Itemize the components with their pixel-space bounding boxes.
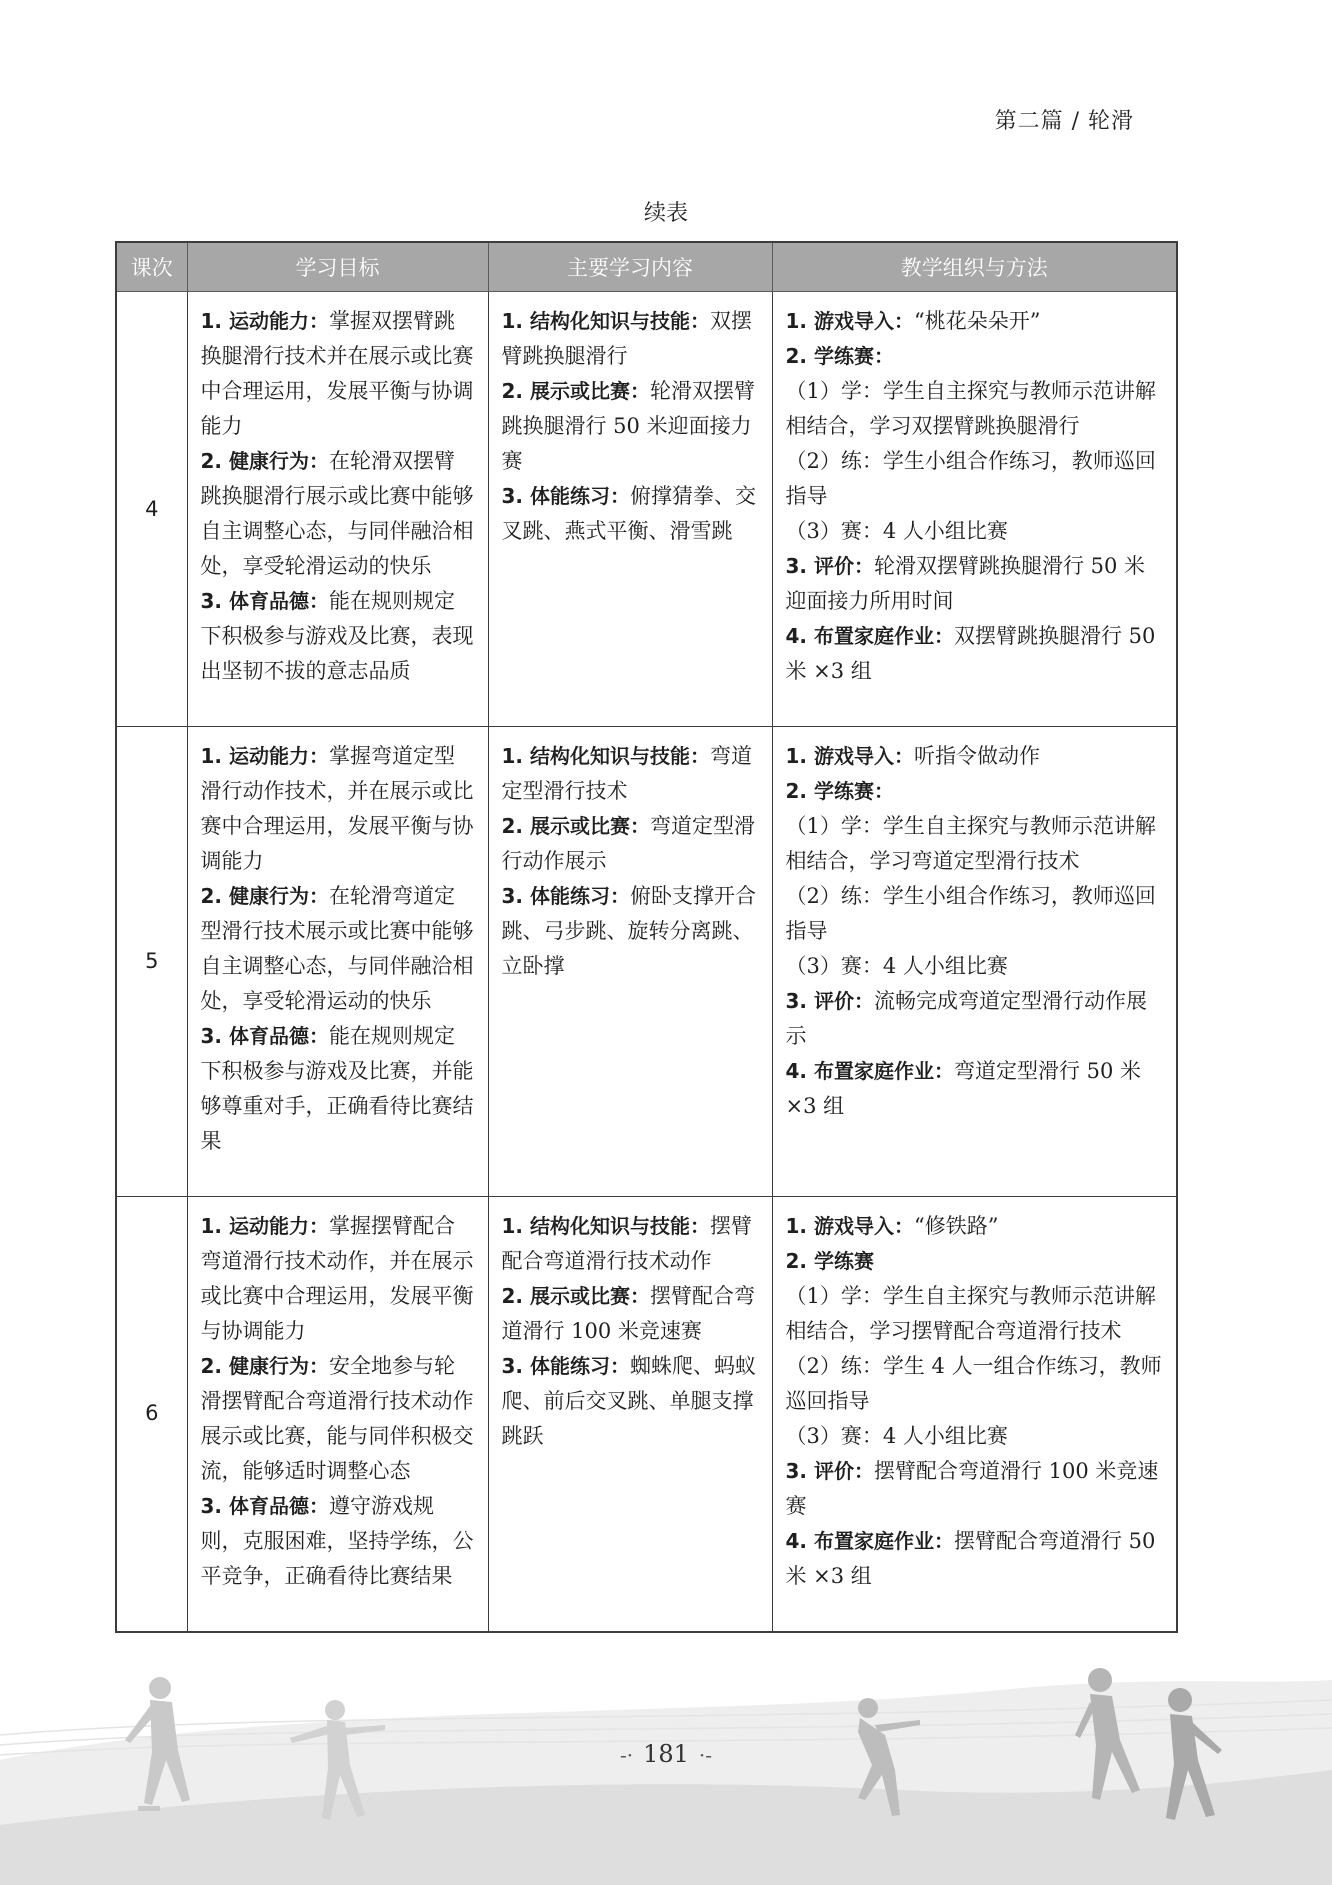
item-label: 2. 健康行为： [200,1354,329,1378]
column-header-content: 主要学习内容 [488,242,772,292]
item-label: 2. 学练赛： [785,344,894,368]
item-text: 俯撑猜拳、交叉跳、燕式平衡、滑雪跳 [501,484,756,543]
list-item [786,374,1165,444]
item-label: 3. 评价： [785,989,874,1013]
item-text: 掌握双摆臂跳换腿滑行技术并在展示或比赛中合理运用，发展平衡与协调能力 [200,309,474,438]
item-label: 1. 游戏导入： [785,309,914,333]
item-label: 2. 展示或比赛： [501,379,650,403]
list-item [786,1349,1165,1419]
item-text: 能在规则规定下积极参与游戏及比赛，并能够尊重对手，正确看待比赛结果 [200,1024,474,1153]
list-item [786,984,1165,1054]
item-label: 2. 学练赛： [785,779,894,803]
item-text: （1）学：学生自主探究与教师示范讲解相结合，学习双摆臂跳换腿滑行 [785,379,1156,438]
item-label: 2. 展示或比赛： [501,1284,650,1308]
item-text: 能在规则规定下积极参与游戏及比赛，表现出坚韧不拔的意志品质 [200,589,474,683]
item-text: （2）练：学生 4 人一组合作练习，教师巡回指导 [785,1354,1162,1413]
list-item [786,339,1165,374]
list-item [201,1209,476,1349]
list-item [786,1454,1165,1524]
item-text: 在轮滑双摆臂跳换腿滑行展示或比赛中能够自主调整心态，与同伴融洽相处，享受轮滑运动的快乐 [200,449,474,578]
item-text: 摆臂配合弯道滑行 50 米 ×3 组 [785,1529,1156,1588]
item-text: 双摆臂跳换腿滑行 50 米 ×3 组 [785,624,1156,683]
list-item [201,584,476,689]
lesson-number: 4 [116,292,187,727]
lesson-number: 5 [116,727,187,1197]
item-label: 4. 布置家庭作业： [785,1059,954,1083]
list-item [201,444,476,584]
item-label: 2. 健康行为： [200,449,329,473]
item-text: （3）赛：4 人小组比赛 [785,1424,1008,1448]
list-item [786,809,1165,879]
item-text: 流畅完成弯道定型滑行动作展示 [785,989,1147,1048]
list-item [786,444,1165,514]
item-text: 轮滑双摆臂跳换腿滑行 50 米迎面接力赛 [501,379,755,473]
item-text: 弯道定型滑行 50 米 ×3 组 [785,1059,1142,1118]
methods-cell [772,727,1177,1197]
item-text: （2）练：学生小组合作练习，教师巡回指导 [785,884,1156,943]
item-label: 2. 展示或比赛： [501,814,650,838]
item-text: （1）学：学生自主探究与教师示范讲解相结合，学习摆臂配合弯道滑行技术 [785,1284,1156,1343]
table-row [116,1197,1177,1632]
list-item [502,739,760,809]
item-label: 2. 健康行为： [200,884,329,908]
list-item [201,739,476,879]
item-text: 遵守游戏规则，克服困难，坚持学练，公平竞争，正确看待比赛结果 [200,1494,474,1588]
goals-cell [187,727,488,1197]
item-text: 摆臂配合弯道滑行技术动作 [501,1214,752,1273]
item-label: 3. 体育品德： [200,589,329,613]
table-header-row [116,242,1177,292]
goals-cell [187,1197,488,1632]
item-label: 3. 体育品德： [200,1494,329,1518]
list-item [502,1279,760,1349]
list-item [502,1349,760,1454]
list-item [201,1489,476,1594]
item-text: 摆臂配合弯道滑行 100 米竞速赛 [501,1284,755,1343]
table-caption: 续表 [643,201,688,226]
item-label: 3. 评价： [785,1459,874,1483]
list-item [201,879,476,1019]
list-item [502,374,760,479]
list-item [786,514,1165,549]
list-item [786,1054,1165,1124]
list-item [201,304,476,444]
item-label: 3. 体能练习： [501,484,630,508]
list-item [201,1019,476,1159]
list-item [502,304,760,374]
list-item [786,549,1165,619]
item-label: 3. 体能练习： [501,1354,630,1378]
item-text: 在轮滑弯道定型滑行技术展示或比赛中能够自主调整心态，与同伴融洽相处，享受轮滑运动的快乐 [200,884,474,1013]
item-text: （3）赛：4 人小组比赛 [785,519,1008,543]
goals-cell [187,292,488,727]
item-text: 摆臂配合弯道滑行 100 米竞速赛 [785,1459,1159,1518]
list-item [786,304,1165,339]
methods-cell [772,1197,1177,1632]
list-item [502,879,760,984]
list-item [786,739,1165,774]
list-item [786,1524,1165,1594]
page-number: -· 181 ·- [619,1740,713,1768]
item-label: 1. 游戏导入： [785,744,914,768]
item-text: 听指令做动作 [913,744,1040,768]
item-text: 掌握弯道定型滑行动作技术，并在展示或比赛中合理运用，发展平衡与协调能力 [200,744,474,873]
content-cell [488,1197,772,1632]
item-text: “桃花朵朵开” [913,309,1041,333]
item-label: 1. 运动能力： [200,744,329,768]
item-label: 1. 运动能力： [200,1214,329,1238]
item-label: 3. 评价： [785,554,874,578]
item-text: 安全地参与轮滑摆臂配合弯道滑行技术动作展示或比赛，能与同伴积极交流，能够适时调整心态 [200,1354,474,1483]
item-text: 双摆臂跳换腿滑行 [501,309,752,368]
column-header-goals: 学习目标 [187,242,488,292]
item-text: 俯卧支撑开合跳、弓步跳、旋转分离跳、立卧撑 [501,884,756,978]
item-label: 1. 结构化知识与技能： [501,309,710,333]
list-item [786,1244,1165,1279]
item-text: 弯道定型滑行动作展示 [501,814,755,873]
list-item [786,879,1165,949]
item-label: 3. 体育品德： [200,1024,329,1048]
list-item [786,619,1165,689]
item-label: 4. 布置家庭作业： [785,1529,954,1553]
content-cell [488,727,772,1197]
column-header-methods: 教学组织与方法 [772,242,1177,292]
item-label: 1. 结构化知识与技能： [501,1214,710,1238]
list-item [502,809,760,879]
item-text: （3）赛：4 人小组比赛 [785,954,1008,978]
item-text: 轮滑双摆臂跳换腿滑行 50 米迎面接力所用时间 [785,554,1146,613]
item-label: 4. 布置家庭作业： [785,624,954,648]
item-text: “修铁路” [913,1214,999,1238]
item-text: 掌握摆臂配合弯道滑行技术动作，并在展示或比赛中合理运用，发展平衡与协调能力 [200,1214,474,1343]
item-label: 2. 学练赛 [785,1249,874,1273]
list-item [786,774,1165,809]
lesson-plan-table [115,241,1178,1633]
list-item [786,1419,1165,1454]
page-number-value: 181 [643,1740,689,1768]
item-text: 弯道定型滑行技术 [501,744,752,803]
list-item [786,1209,1165,1244]
item-text: （2）练：学生小组合作练习，教师巡回指导 [785,449,1156,508]
item-text: 蜘蛛爬、蚂蚁爬、前后交叉跳、单腿支撑跳跃 [501,1354,756,1448]
item-label: 1. 游戏导入： [785,1214,914,1238]
item-label: 1. 结构化知识与技能： [501,744,710,768]
content-cell [488,292,772,727]
running-header: 第二篇 / 轮滑 [994,109,1134,134]
list-item [786,949,1165,984]
table-row [116,727,1177,1197]
table-row [116,292,1177,727]
lesson-number: 6 [116,1197,187,1632]
item-label: 3. 体能练习： [501,884,630,908]
item-label: 1. 运动能力： [200,309,329,333]
column-header-lesson: 课次 [116,242,187,292]
methods-cell [772,292,1177,727]
list-item [502,479,760,549]
item-text: （1）学：学生自主探究与教师示范讲解相结合，学习弯道定型滑行技术 [785,814,1156,873]
list-item [201,1349,476,1489]
list-item [786,1279,1165,1349]
list-item [502,1209,760,1279]
